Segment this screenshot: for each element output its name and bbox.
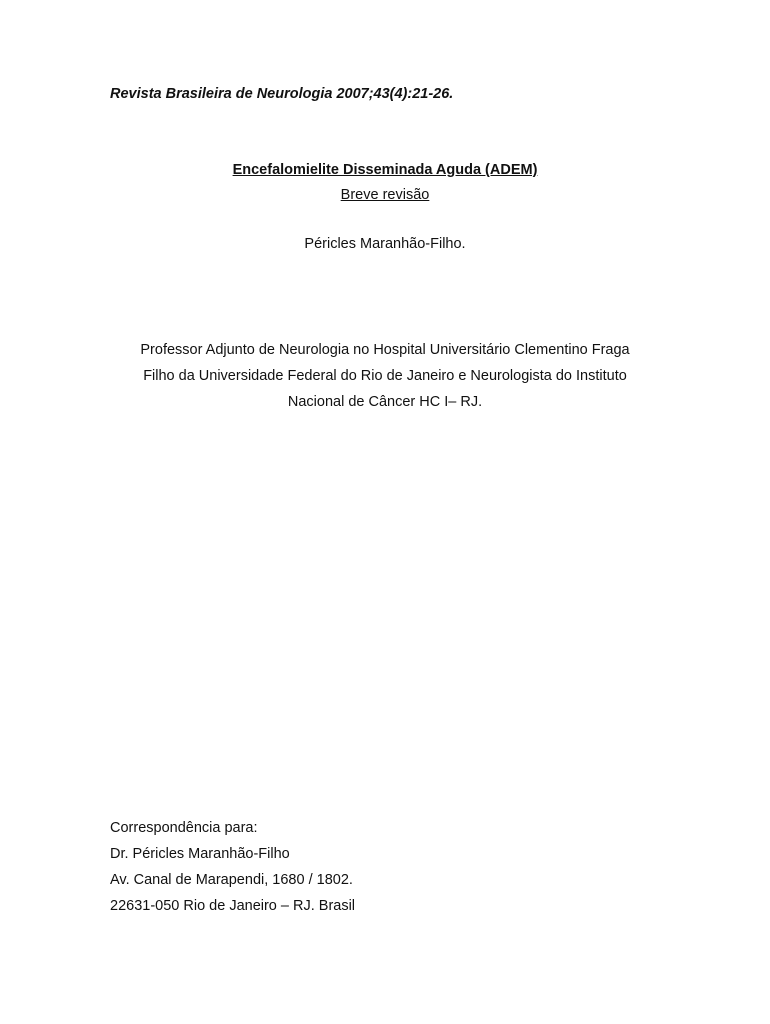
author-affiliation xyxy=(0,337,770,415)
journal-citation: Revista Brasileira de Neurologia 2007;43(4):21-26. xyxy=(110,86,454,102)
affiliation-line: Professor Adjunto de Neurologia no Hospital Universitário Clementino Fraga xyxy=(140,342,630,358)
author-name: Péricles Maranhão-Filho. xyxy=(304,236,466,252)
correspondence-block xyxy=(110,815,355,919)
affiliation-line: Nacional de Câncer HC I– RJ. xyxy=(287,394,483,410)
affiliation-line: Filho da Universidade Federal do Rio de Janeiro e Neurologista do Instituto xyxy=(143,368,627,384)
correspondence-city: 22631-050 Rio de Janeiro – RJ. Brasil xyxy=(110,898,356,914)
article-title: Encefalomielite Disseminada Aguda (ADEM) xyxy=(232,162,538,178)
correspondence-name: Dr. Péricles Maranhão-Filho xyxy=(110,846,290,862)
article-subtitle: Breve revisão xyxy=(340,187,430,203)
correspondence-heading: Correspondência para: xyxy=(110,820,258,836)
correspondence-street: Av. Canal de Marapendi, 1680 / 1802. xyxy=(110,872,353,888)
